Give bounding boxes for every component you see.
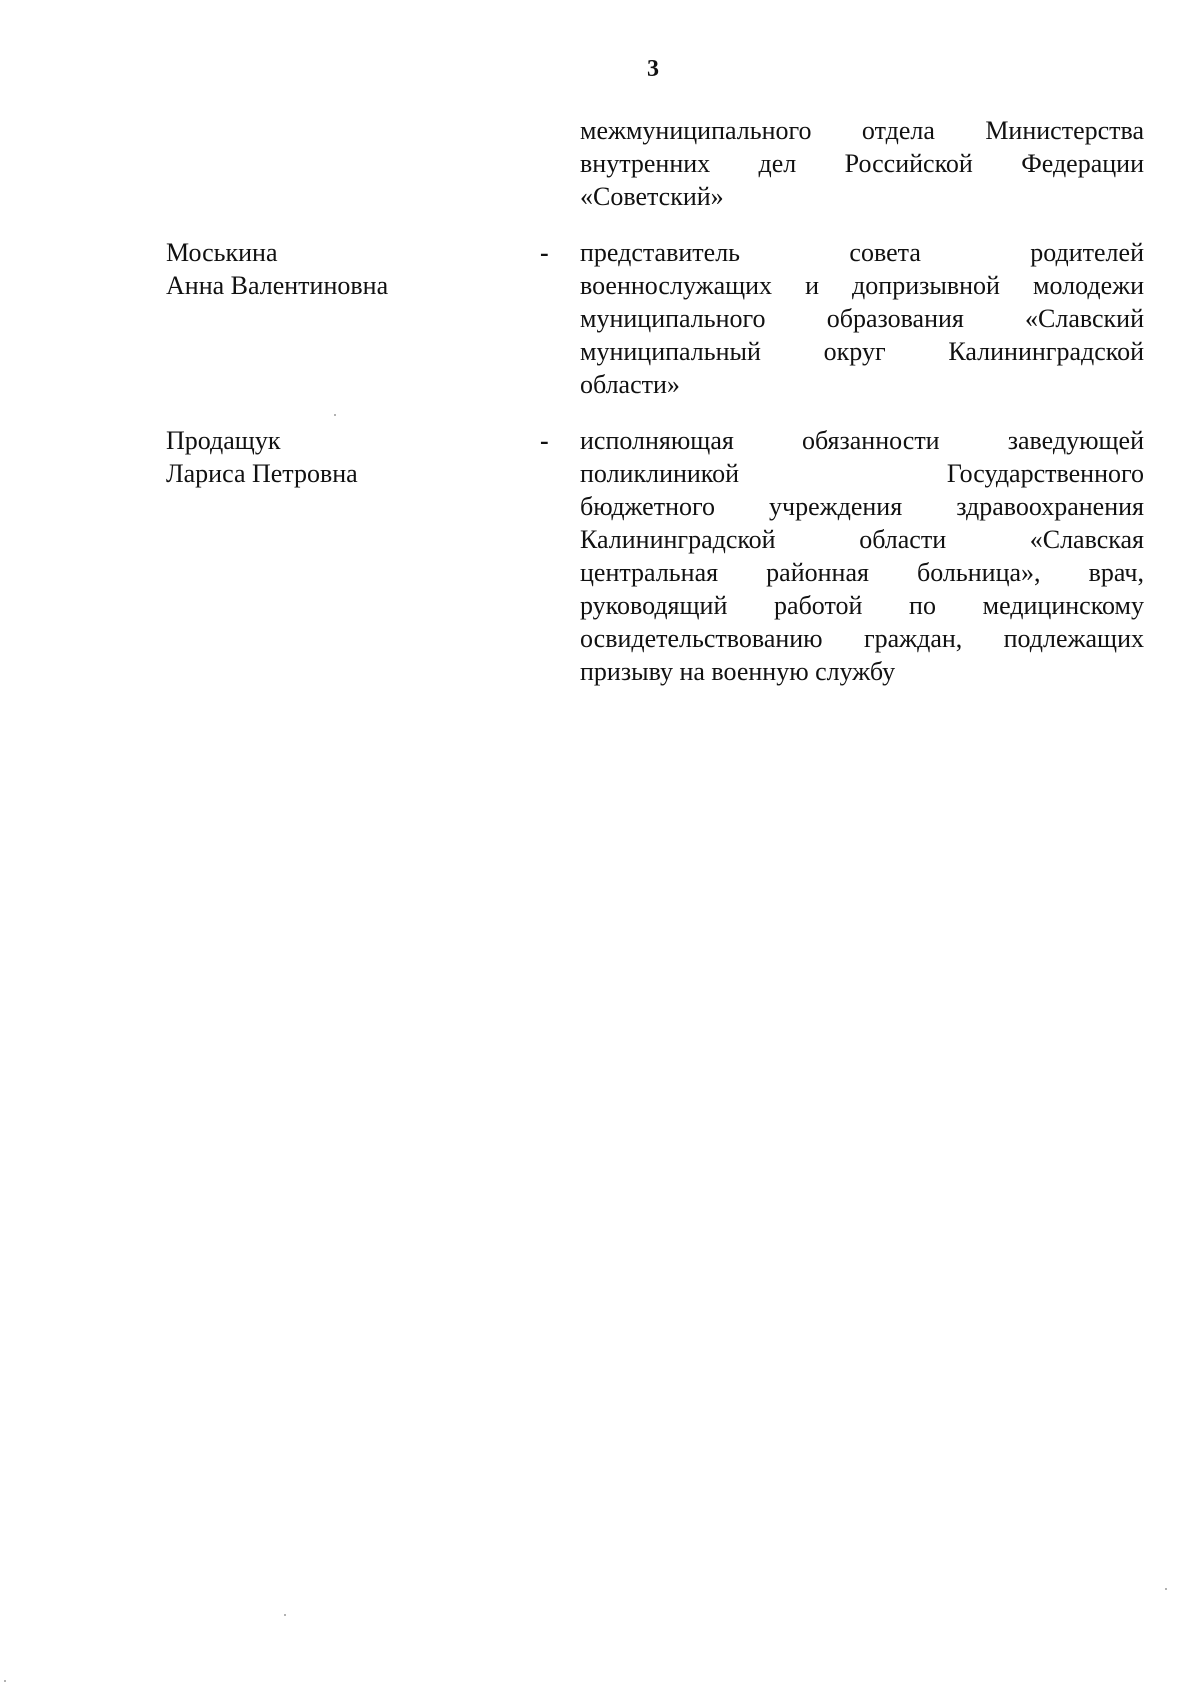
description-line: исполняющая обязанности заведующей	[580, 426, 1144, 455]
scan-speck	[334, 414, 336, 416]
description-line: центральная районная больница», врач,	[580, 558, 1144, 587]
description-line: военнослужащих и допризывной молодежи	[580, 271, 1144, 300]
separator-dash: -	[540, 238, 549, 267]
description-line: внутренних дел Российской Федерации	[580, 149, 1144, 178]
description-line: представитель совета родителей	[580, 238, 1144, 267]
scan-speck	[4, 1680, 6, 1682]
separator-dash: -	[540, 426, 549, 455]
given-name: Лариса Петровна	[166, 459, 358, 488]
member-description	[580, 236, 1144, 401]
surname: Моськина	[166, 238, 278, 267]
description-line: муниципальный округ Калининградской	[580, 337, 1144, 366]
description-line: межмуниципального отдела Министерства	[580, 116, 1144, 145]
member-name	[166, 424, 496, 490]
description-line: муниципального образования «Славский	[580, 304, 1144, 333]
description-line: призыву на военную службу	[580, 657, 896, 686]
scan-speck	[1165, 1588, 1167, 1590]
member-name	[166, 236, 496, 302]
description-line: Калининградской области «Славская	[580, 525, 1144, 554]
given-name: Анна Валентиновна	[166, 271, 389, 300]
member-description	[580, 424, 1144, 688]
description-line: поликлиникой Государственного	[580, 459, 1144, 488]
surname: Продащук	[166, 426, 281, 455]
description-line: бюджетного учреждения здравоохранения	[580, 492, 1144, 521]
continuation-description	[580, 114, 1144, 213]
page-number: 3	[647, 56, 659, 82]
description-line: области»	[580, 370, 680, 399]
description-line: освидетельствованию граждан, подлежащих	[580, 624, 1144, 653]
description-line: руководящий работой по медицинскому	[580, 591, 1144, 620]
scan-speck	[284, 1614, 286, 1616]
description-line: «Советский»	[580, 182, 724, 211]
